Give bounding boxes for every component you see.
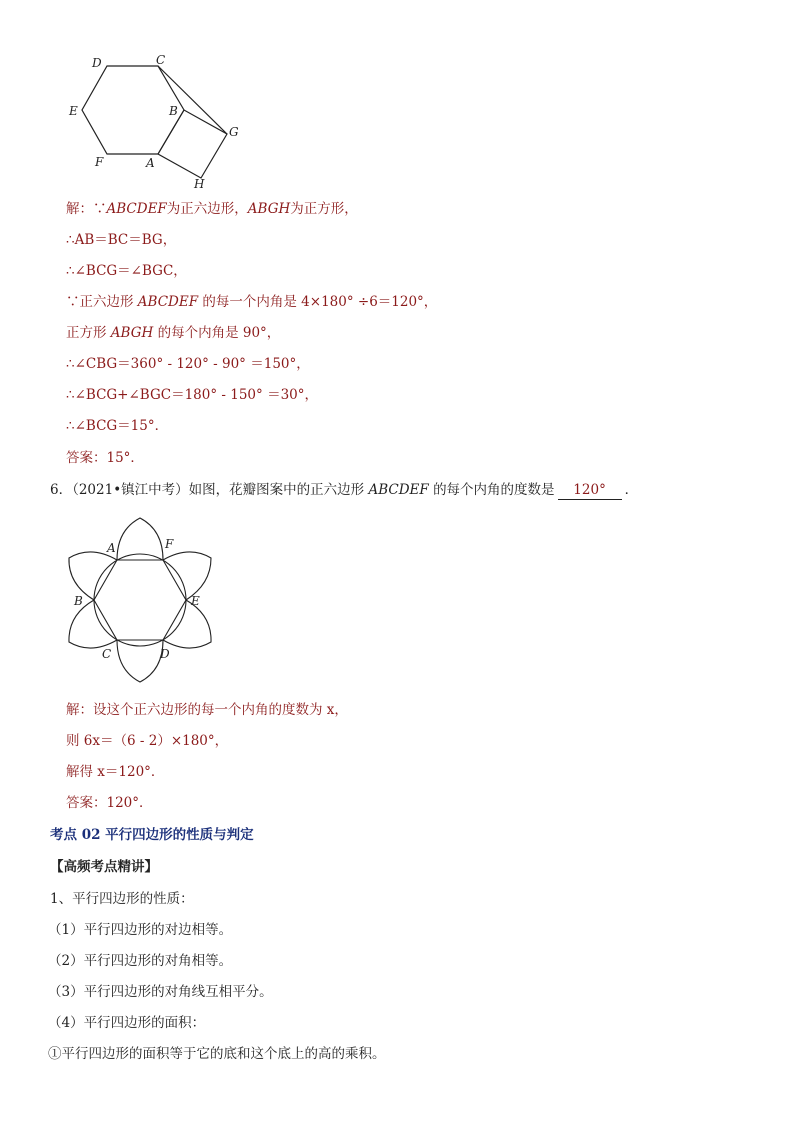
question6-stem: 6．（2021•镇江中考）如图，花瓣图案中的正六边形 ABCDEF 的每个内角的度数是 120° ． <box>50 482 639 498</box>
solution2-line2: 则 6x＝（6 - 2）×180°， <box>66 733 229 749</box>
solution1-line1: 解：∵ABCDEF为正六边形，ABGH为正方形， <box>66 201 358 217</box>
label-D: D <box>160 647 170 661</box>
label-E: E <box>69 104 78 118</box>
hexagon-square-figure <box>60 50 260 195</box>
square-abgh <box>158 110 227 178</box>
solution1-line3: ∴∠BCG＝∠BGC， <box>66 263 187 279</box>
solution1-line5: 正方形 ABGH 的每个内角是 90°， <box>66 325 281 341</box>
label-E: E <box>191 594 200 608</box>
solution1-line2: ∴AB＝BC＝BG， <box>66 232 177 248</box>
label-B: B <box>74 594 83 608</box>
solution1-answer: 答案：15°． <box>66 450 144 466</box>
solution1-line7: ∴∠BCG+∠BGC＝180° - 150° ＝30°， <box>66 387 318 403</box>
hexagon-abcdef <box>94 560 186 640</box>
label-B: B <box>169 104 178 118</box>
label-D: D <box>92 56 102 70</box>
property-1: （1）平行四边形的对边相等。 <box>48 922 233 938</box>
property-3: （3）平行四边形的对角线互相平分。 <box>48 984 273 1000</box>
solution2-line3: 解得 x＝120°． <box>66 764 165 780</box>
property-4-detail: ①平行四边形的面积等于它的底和这个底上的高的乘积。 <box>48 1046 386 1062</box>
label-H: H <box>194 177 205 191</box>
flower-hexagon-figure <box>60 510 220 690</box>
property-4: （4）平行四边形的面积： <box>48 1015 206 1031</box>
label-G: G <box>229 125 239 139</box>
solution1-line6: ∴∠CBG＝360° - 120° - 90° ＝150°， <box>66 356 310 372</box>
label-C: C <box>156 53 166 67</box>
solution1-line4: ∵正六边形 ABCDEF 的每一个内角是 4×180° ÷6＝120°， <box>66 294 438 310</box>
segment-cg <box>158 66 227 134</box>
label-F: F <box>165 537 174 551</box>
circumcircle <box>94 554 186 646</box>
solution1-line8: ∴∠BCG＝15°． <box>66 418 169 434</box>
solution2-answer: 答案：120°． <box>66 795 153 811</box>
label-C: C <box>102 647 112 661</box>
petals <box>69 518 211 682</box>
answer-blank: 120° <box>558 481 622 500</box>
section-title: 考点 02 平行四边形的性质与判定 <box>50 827 254 843</box>
label-F: F <box>95 155 104 169</box>
solution2-line1: 解：设这个正六边形的每一个内角的度数为 x， <box>66 702 348 718</box>
section-subtitle: 【高频考点精讲】 <box>50 859 158 875</box>
property-2: （2）平行四边形的对角相等。 <box>48 953 233 969</box>
label-A: A <box>146 156 155 170</box>
property-heading: 1、平行四边形的性质： <box>50 891 194 907</box>
label-A: A <box>107 541 116 555</box>
